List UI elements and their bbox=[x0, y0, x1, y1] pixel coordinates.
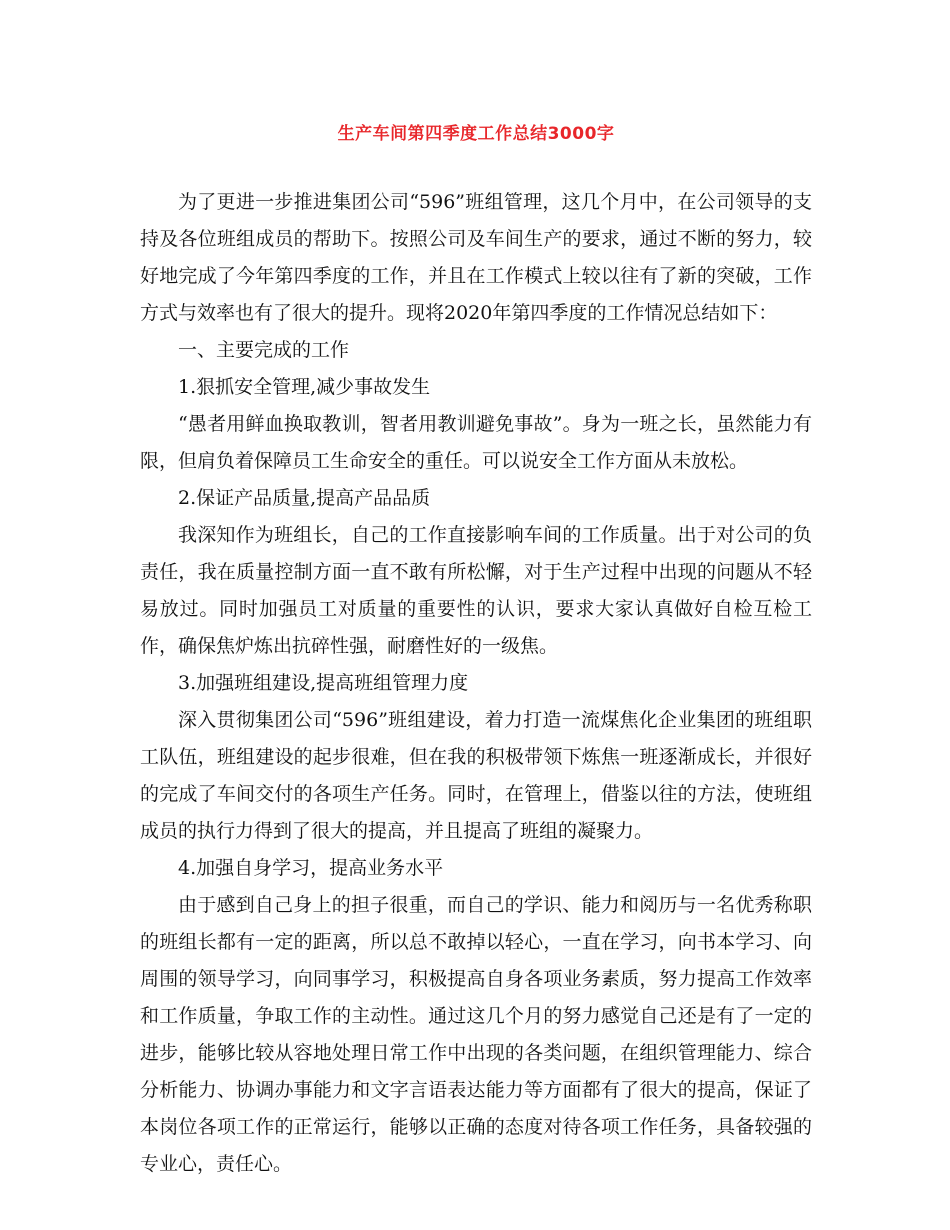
subsection-heading: 3.加强班组建设,提高班组管理力度 bbox=[178, 672, 469, 694]
subsection-heading: 1.狠抓安全管理,减少事故发生 bbox=[178, 376, 431, 398]
body-paragraph: 我深知作为班组长，自己的工作直接影响车间的工作质量。出于对公司的负责任，我在质量控制方面一直不敢有所松懈，对于生产过程中出现的问题从不轻易放过。同时加强员工对质量的重要性的认识，要求大家认真做好自检互检工作，确保焦炉炼出抗碎性强，耐磨性好的一级焦。 bbox=[140, 524, 812, 657]
body-paragraph: 为了更进一步推进集团公司“596”班组管理，这几个月中，在公司领导的支持及各位班组成员的帮助下。按照公司及车间生产的要求，通过不断的努力，较好地完成了今年第四季度的工作，并且在工作模式上较以往有了新的突破，工作方式与效率也有了很大的提升。现将2020年第四季度的工作情况总结如下： bbox=[140, 191, 812, 324]
document-body bbox=[140, 184, 812, 1183]
subsection-heading: 4.加强自身学习，提高业务水平 bbox=[178, 857, 444, 879]
body-paragraph: 由于感到自己身上的担子很重，而自己的学识、能力和阅历与一名优秀称职的班组长都有一定的距离，所以总不敢掉以轻心，一直在学习，向书本学习、向周围的领导学习，向同事学习，积极提高自身各项业务素质，努力提高工作效率和工作质量，争取工作的主动性。通过这几个月的努力感觉自己还是有了一定的进步，能够比较从容地处理日常工作中出现的各类问题，在组织管理能力、综合分析能力、协调办事能力和文字言语表达能力等方面都有了很大的提高，保证了本岗位各项工作的正常运行，能够以正确的态度对待各项工作任务，具备较强的专业心，责任心。 bbox=[140, 894, 812, 1175]
body-paragraph: 深入贯彻集团公司“596”班组建设，着力打造一流煤焦化企业集团的班组职工队伍，班组建设的起步很难，但在我的积极带领下炼焦一班逐渐成长，并很好的完成了车间交付的各项生产任务。同时，在管理上，借鉴以往的方法，使班组成员的执行力得到了很大的提高，并且提高了班组的凝聚力。 bbox=[140, 709, 812, 842]
section-heading: 一、主要完成的工作 bbox=[178, 339, 350, 361]
document-title: 生产车间第四季度工作总结3000字 bbox=[337, 124, 615, 144]
subsection-heading: 2.保证产品质量,提高产品品质 bbox=[178, 487, 431, 509]
body-paragraph: “愚者用鲜血换取教训，智者用教训避免事故”。身为一班之长，虽然能力有限，但肩负着保障员工生命安全的重任。可以说安全工作方面从未放松。 bbox=[140, 413, 812, 472]
